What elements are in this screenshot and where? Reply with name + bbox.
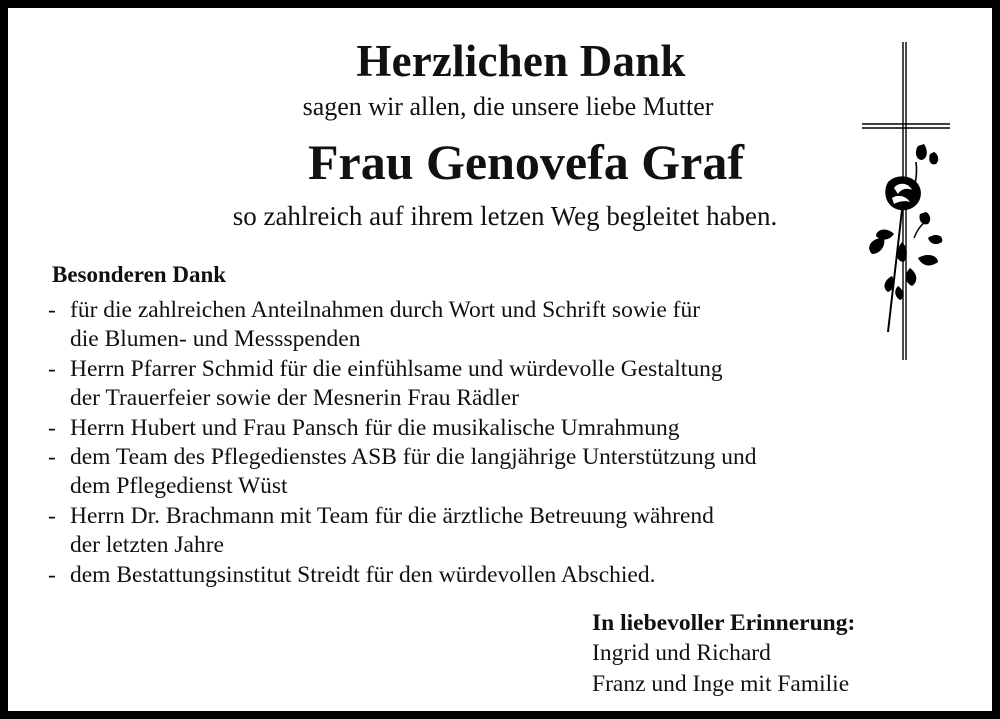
- list-dash: -: [48, 444, 56, 471]
- list-item: [48, 296, 878, 355]
- signatories-list: [592, 638, 849, 700]
- list-dash: -: [48, 355, 56, 382]
- list-item: [48, 414, 878, 443]
- list-item: [48, 502, 878, 561]
- list-dash: -: [48, 297, 56, 323]
- special-thanks-heading: Besonderen Dank: [52, 262, 227, 287]
- list-dash: -: [48, 414, 56, 441]
- signatory: Ingrid und Richard: [592, 640, 771, 666]
- list-item: [48, 561, 878, 590]
- notice-subtitle: sagen wir allen, die unsere liebe Mutter: [302, 92, 714, 121]
- thanks-line: so zahlreich auf ihrem letzen Weg begleitet haben.: [232, 201, 778, 231]
- list-item: [48, 355, 878, 414]
- cross-with-rose-icon: [858, 42, 954, 362]
- list-item: [48, 443, 878, 502]
- list-dash: -: [48, 502, 56, 529]
- list-item-text: dem Team des Pflegedienstes ASB für die langjährige Unterstützung und dem Pflegedienst Wüst: [70, 444, 757, 500]
- list-item-text: Herrn Dr. Brachmann mit Team für die ärztliche Betreuung während der letzten Jahre: [70, 502, 714, 559]
- deceased-name: Frau Genovefa Graf: [307, 134, 744, 190]
- list-item-text: dem Bestattungsinstitut Streidt für den würdevollen Abschied.: [70, 561, 656, 588]
- list-item-text: für die zahlreichen Anteilnahmen durch Wort und Schrift sowie für die Blumen- und Messspenden: [70, 297, 701, 353]
- list-dash: -: [48, 561, 56, 588]
- list-item-text: Herrn Pfarrer Schmid für die einfühlsame und würdevolle Gestaltung der Trauerfeier sowie der Mesnerin Frau Rädler: [70, 355, 723, 412]
- notice-title: Herzlichen Dank: [356, 36, 686, 86]
- list-item-text: Herrn Hubert und Frau Pansch für die musikalische Umrahmung: [70, 414, 680, 441]
- signatory: Franz und Inge mit Familie: [592, 671, 850, 697]
- sign-off: In liebevoller Erinnerung:: [592, 610, 856, 636]
- special-thanks-list: [48, 296, 878, 590]
